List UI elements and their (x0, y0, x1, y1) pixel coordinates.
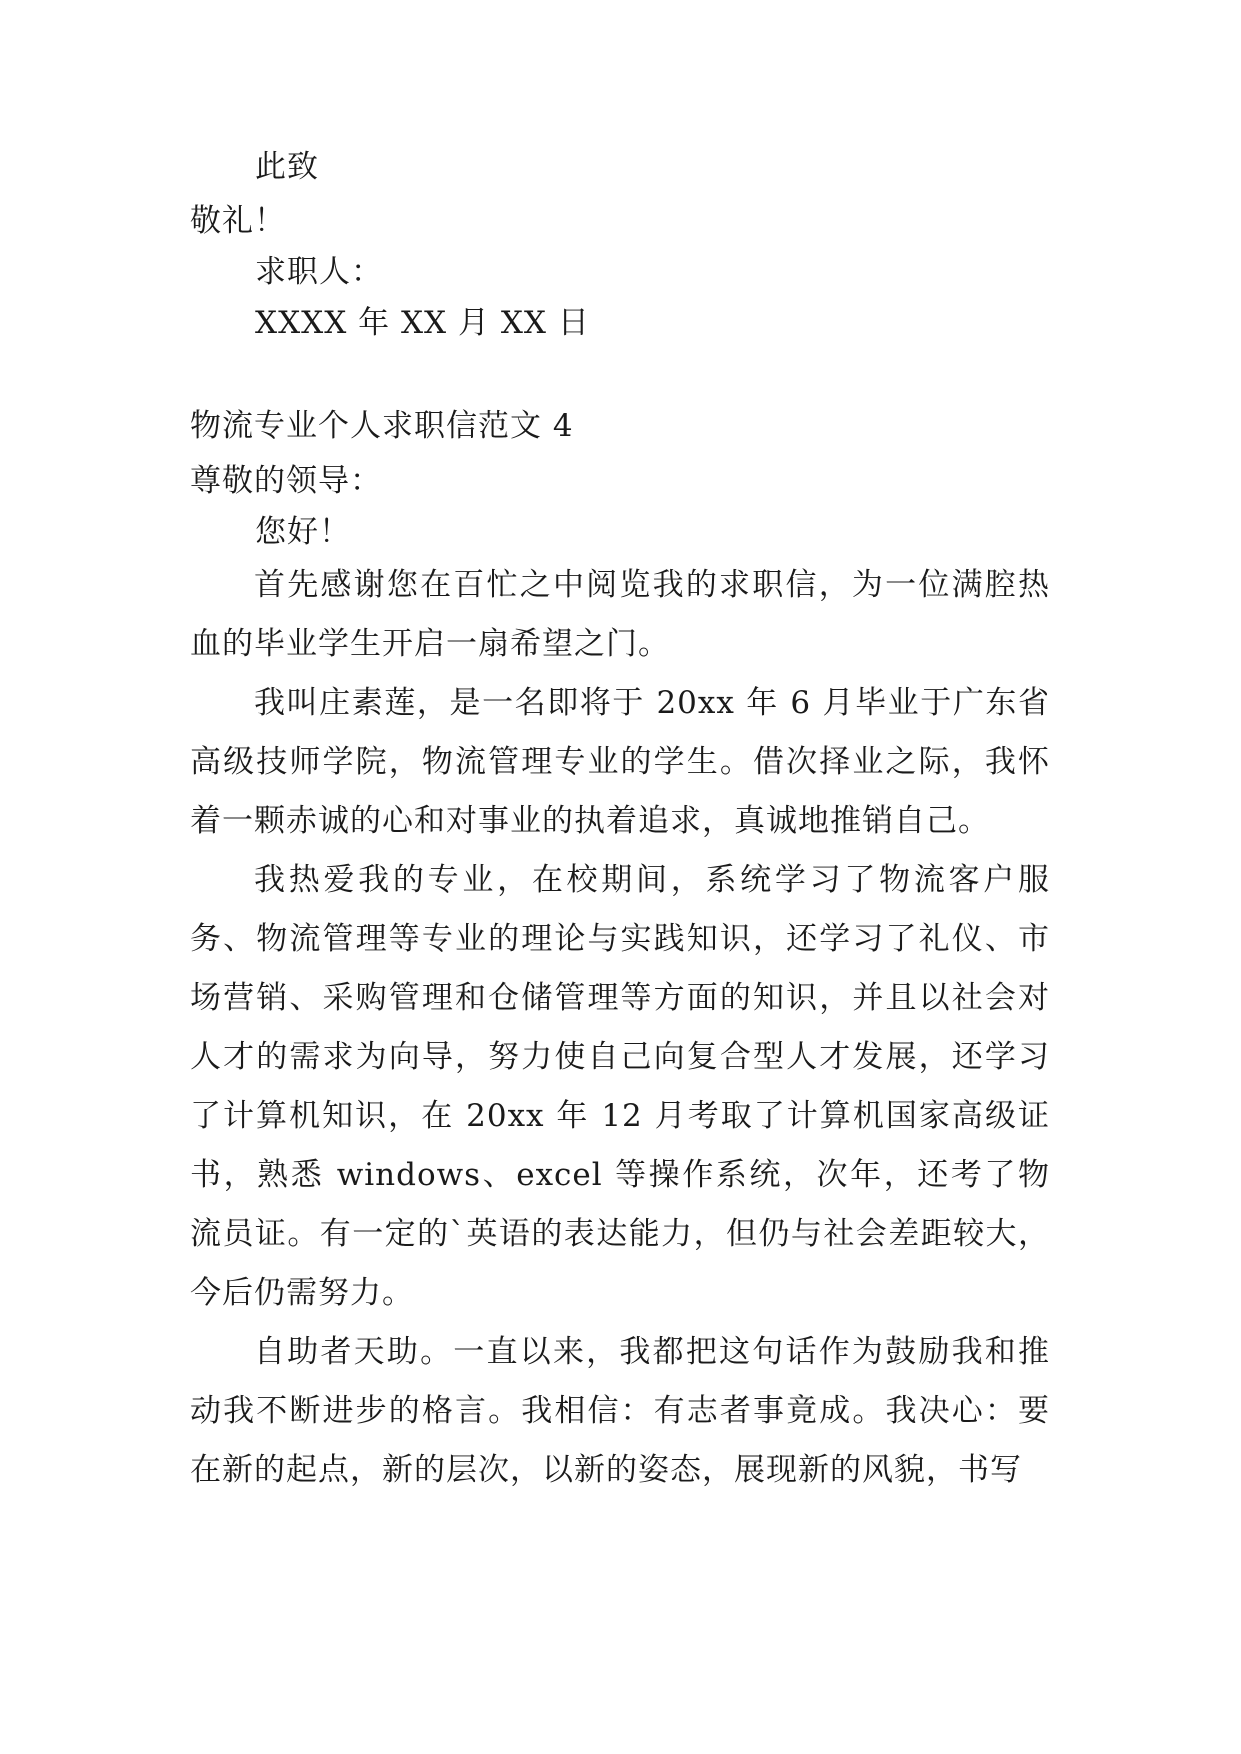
letter-greeting: 您好！ (255, 514, 351, 550)
letter-title: 物流专业个人求职信范文 4 (190, 408, 574, 444)
letter-date: XXXX 年 XX 月 XX 日 (255, 305, 590, 341)
letter-salutation: 尊敬的领导： (190, 463, 382, 499)
closing-regards: 敬礼！ (190, 203, 286, 239)
body-paragraph-4: 自助者天助。一直以来，我都把这句话作为鼓励我和推动我不断进步的格言。我相信：有志者事竟成。我决心：要在新的起点，新的层次，以新的姿态，展现新的风貌，书写 (190, 1334, 1050, 1488)
body-paragraph-2: 我叫庄素莲，是一名即将于 20xx 年 6 月毕业于广东省高级技师学院，物流管理专业的学生。借次择业之际，我怀着一颗赤诚的心和对事业的执着追求，真诚地推销自己。 (190, 685, 1050, 839)
body-paragraph-3: 我热爱我的专业，在校期间，系统学习了物流客户服务、物流管理等专业的理论与实践知识，还学习了礼仪、市场营销、采购管理和仓储管理等方面的知识，并且以社会对人才的需求为向导，努力使自己向复合型人才发展，还学习了计算机知识，在 20xx 年 12 月考取了计算机国家高级证书，熟悉 windows、excel 等操作系统，次年，还考了物流员证。有一定的`英语的表达能力，但仍与社会差距较大，今后仍需努力。 (190, 862, 1050, 1311)
letter-body (190, 556, 1050, 1500)
closing-regards-lead: 此致 (255, 149, 319, 185)
body-paragraph-1: 首先感谢您在百忙之中阅览我的求职信，为一位满腔热血的毕业学生开启一扇希望之门。 (190, 567, 1050, 662)
applicant-label: 求职人： (255, 254, 383, 290)
